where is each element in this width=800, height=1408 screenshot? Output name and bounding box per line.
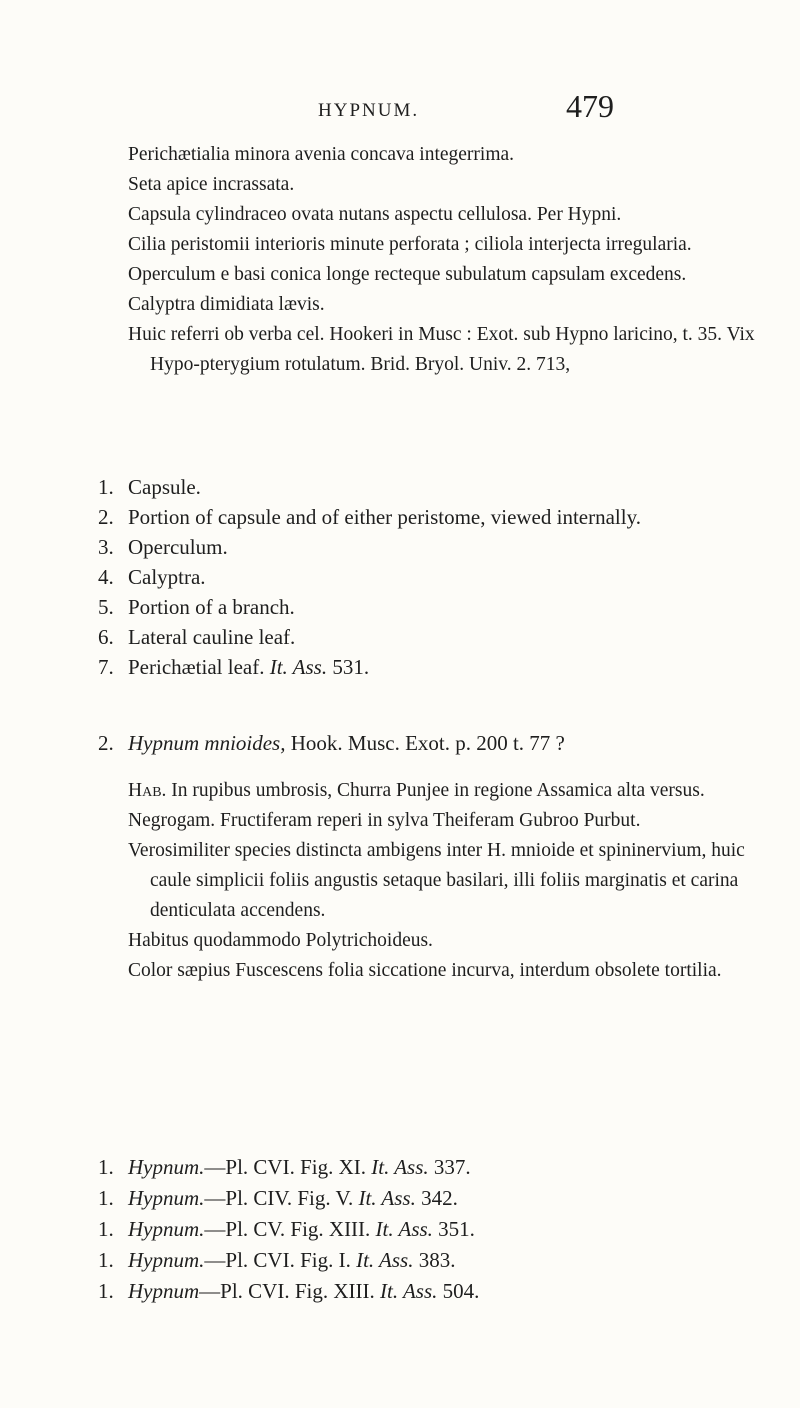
plate-explanation — [98, 472, 778, 682]
description-line: Operculum e basi conica longe recteque subulatum capsulam excedens. — [128, 264, 687, 285]
description-line: Perichætialia minora avenia concava integerrima. — [128, 144, 515, 165]
reference-number: 1. — [98, 1155, 114, 1179]
reference-number-value: 351. — [438, 1217, 475, 1241]
item-number: 6. — [98, 625, 114, 649]
description-line: Cilia peristomii interioris minute perforata ; ciliola interjecta irregularia. — [128, 234, 692, 255]
reference-text — [128, 1183, 778, 1214]
species-number: 2. — [98, 731, 114, 755]
note-line: Color sæpius Fuscescens folia siccatione incurva, interdum obsolete tortilia. — [128, 960, 722, 981]
description-line: Huic referri ob verba cel. Hookeri in Musc : Exot. sub Hypno laricino, t. 35. Vix Hypo-pterygium rotulatum. Brid. Bryol. Univ. 2. 713, — [128, 324, 755, 375]
item-text — [128, 652, 778, 682]
description-line: Seta apice incrassata. — [128, 174, 295, 195]
page-number: 479 — [566, 88, 614, 124]
species-name: Hypnum mnioides, — [128, 731, 286, 755]
reference-plate: —Pl. CVI. Fig. XIII. — [199, 1279, 375, 1303]
species-citation: Hook. Musc. Exot. p. 200 t. 77 ? — [290, 731, 565, 755]
habitat — [128, 776, 768, 836]
plate-item — [98, 472, 778, 502]
reference-row — [98, 1214, 778, 1245]
item-number: 2. — [98, 505, 114, 529]
plate-item — [98, 592, 778, 622]
item-number: 3. — [98, 535, 114, 559]
plate-item — [98, 532, 778, 562]
item-text-italic: It. Ass. — [269, 655, 328, 679]
reference-it: It. Ass. — [371, 1155, 429, 1179]
plate-item — [98, 652, 778, 682]
description-line: Capsula cylindraceo ovata nutans aspectu cellulosa. Per Hypni. — [128, 204, 622, 225]
plate-item — [98, 622, 778, 652]
reference-plate: —Pl. CIV. Fig. V. — [204, 1186, 354, 1210]
item-text-plain: Perichætial leaf. — [128, 655, 265, 679]
reference-it: It. Ass. — [375, 1217, 433, 1241]
reference-list — [98, 1152, 778, 1307]
plate-item — [98, 502, 778, 532]
species-description — [128, 140, 768, 380]
reference-number-value: 383. — [418, 1248, 456, 1272]
reference-plate: —Pl. CVI. Fig. I. — [204, 1248, 351, 1272]
item-text-tail: 531. — [332, 655, 370, 679]
note-line: Habitus quodammodo Polytrichoideus. — [128, 930, 433, 951]
item-number: 7. — [98, 655, 114, 679]
reference-row — [98, 1245, 778, 1276]
reference-it: It. Ass. — [358, 1186, 416, 1210]
reference-number: 1. — [98, 1217, 114, 1241]
reference-genus: Hypnum — [128, 1279, 200, 1303]
reference-genus: Hypnum. — [128, 1248, 205, 1272]
reference-text — [128, 1214, 778, 1245]
species-heading — [98, 728, 778, 758]
reference-text — [128, 1276, 778, 1307]
reference-plate: —Pl. CVI. Fig. XI. — [204, 1155, 367, 1179]
item-text: Portion of a branch. — [128, 595, 295, 619]
reference-genus: Hypnum. — [128, 1186, 205, 1210]
item-text: Capsule. — [128, 475, 201, 499]
reference-number-value: 337. — [433, 1155, 471, 1179]
reference-number: 1. — [98, 1248, 114, 1272]
description-line: Calyptra dimidiata lævis. — [128, 294, 325, 315]
item-text: Portion of capsule and of either peristome, viewed internally. — [128, 505, 641, 529]
species-notes — [128, 776, 768, 986]
page-header — [0, 88, 800, 138]
item-text: Lateral cauline leaf. — [128, 625, 296, 649]
plate-item — [98, 562, 778, 592]
reference-it: It. Ass. — [356, 1248, 414, 1272]
habitat-text: In rupibus umbrosis, Churra Punjee in regione Assamica alta versus. Negrogam. Fructiferam reperi in sylva Theiferam Gubroo Purbut. — [128, 780, 705, 831]
reference-genus: Hypnum. — [128, 1217, 205, 1241]
reference-row — [98, 1276, 778, 1307]
item-number: 1. — [98, 475, 114, 499]
reference-text — [128, 1152, 778, 1183]
reference-text — [128, 1245, 778, 1276]
reference-row — [98, 1152, 778, 1183]
reference-number: 1. — [98, 1279, 114, 1303]
reference-row — [98, 1183, 778, 1214]
habitat-label: Hab. — [128, 780, 167, 801]
reference-number-value: 342. — [421, 1186, 458, 1210]
reference-number-value: 504. — [442, 1279, 480, 1303]
reference-genus: Hypnum. — [128, 1155, 205, 1179]
reference-it: It. Ass. — [380, 1279, 438, 1303]
note-line: Verosimiliter species distincta ambigens inter H. mnioide et spininervium, huic caule simplicii foliis angustis setaque basilari, illi foliis marginatis et carina denticulata accendens. — [128, 840, 745, 921]
item-text: Calyptra. — [128, 565, 206, 589]
reference-plate: —Pl. CV. Fig. XIII. — [204, 1217, 371, 1241]
item-number: 5. — [98, 595, 114, 619]
item-number: 4. — [98, 565, 114, 589]
reference-number: 1. — [98, 1186, 114, 1210]
item-text: Operculum. — [128, 535, 228, 559]
running-title: HYPNUM. — [318, 100, 420, 121]
